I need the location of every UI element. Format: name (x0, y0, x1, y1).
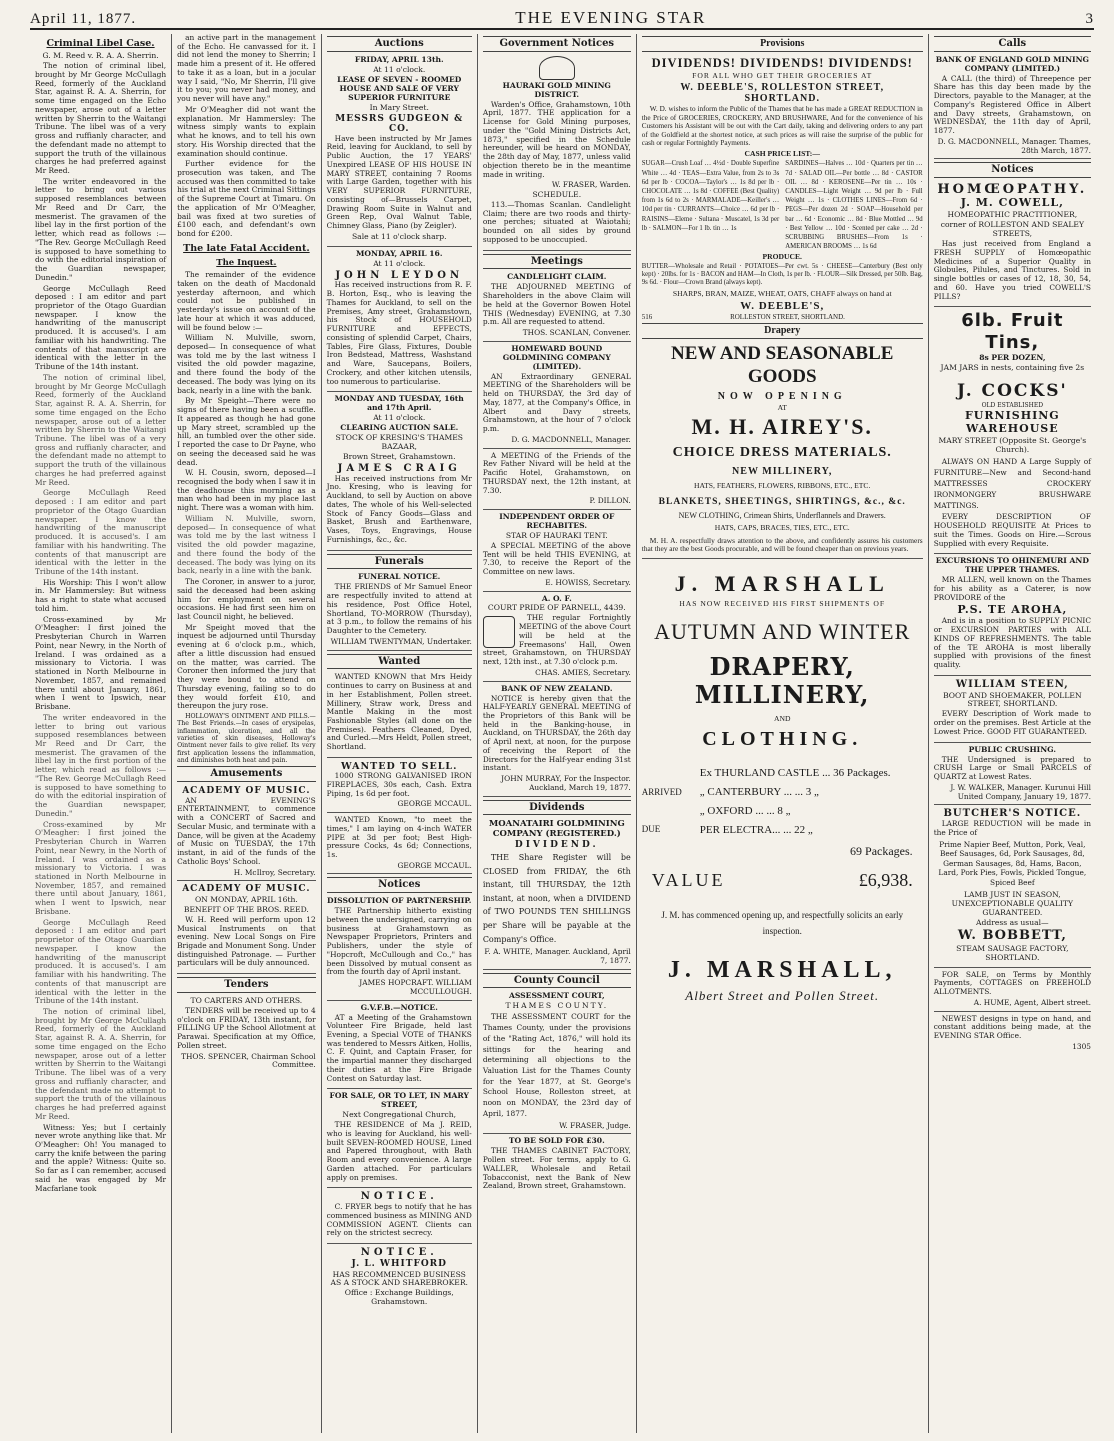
price-list-title: CASH PRICE LIST:— (744, 148, 820, 158)
ad-text: Has received instructions from R. F. B. Horton, Esq., who is leaving the Thames for Auckland, to sell on the Premises, Amy street, Grahamstown, his Stock of HOUSEHOLD FURNITURE and EFFECTS, consisting of splendid Carpet, Chairs, Tables, Fire Glass, Fixtures, Double Iron Bedstead, Mattress, Washstand and Ware, Saucepans, Boilers, Crockery, and other kitchen utensils, too numerous to particularise. (326, 280, 472, 386)
ad-subtitle: OLD ESTABLISHED (981, 401, 1044, 409)
type-ad (934, 1015, 1091, 1052)
article-paragraph: The notion of criminal libel, brought by Mr George McCullagh Reed, formerly of the Auckland Star, against R. A. A. Sherrin, for some time engaged on the Echo newspaper, arose out of a letter written by Sherrin to the Waitangi Tribune. The libel was of a very gross and ruffianly character, and the defendant made no attempt to support the truth of the villainous charges he had preferred against Mr Reed. (35, 61, 167, 175)
airey-line: HATS, CAPS, BRACES, TIES, ETC., ETC. (714, 522, 850, 532)
article-paragraph: Further evidence for the prosecution was taken, and The accused was then committed to take his trial at the next Criminal Sittings of the Supreme Court at Timaru. On the application of Mr O'Meagher, bail was fixed at two sureties of £100 each, and defendant's own bond for £200. (177, 159, 316, 239)
ad-subtitle: BOOT AND SHOEMAKER, POLLEN STREET, SHORTLAND. (943, 690, 1082, 709)
ad-text: AN Extraordinary GENERAL MEETING of the Shareholders will be held on THURSDAY, the 3rd day of May, 1877, at the Company's Office, in Albert and Davy streets, Grahamstown, at the hour of 7 o'clock p.m. (482, 371, 631, 434)
airey-line: NEW MILLINERY, (732, 466, 833, 478)
table-row: Ex THURLAND CASTLE ... 36 Packages. (699, 767, 891, 780)
ad-text: W. D. wishes to inform the Public of the Thames that he has made a GREAT REDUCTION in the Price of GROCERIES, CROCKERY, AND BRUSHWARE, And for the convenience of his Customers his Assistant will be out with the Cart daily, taking and delivering orders to any part of the Goldfield at the shortest notice, at such prices as will raise the surprise of the public for cash or regular Fortnightly Payments. (641, 105, 923, 148)
ad-text: THE Undersigned is prepared to CRUSH Large or Small PARCELS of QUARTZ at Lowest Rates. (933, 754, 1091, 782)
due-label: DUE (641, 823, 661, 834)
marshall-line: CLOTHING. (702, 728, 863, 751)
column-2 (172, 34, 322, 1433)
wanted-ad-3 (327, 816, 472, 874)
ad-number: 1305 (1072, 1041, 1091, 1051)
ad-subtitle: 8s PER DOZEN, (979, 352, 1046, 362)
column-6 (929, 34, 1096, 1433)
section-auctions: Auctions (327, 36, 472, 52)
lodge-emblem-icon (483, 616, 515, 648)
section-dividends: Dividends (483, 800, 631, 816)
notice-gvfb (327, 1004, 472, 1090)
table-row: „ OXFORD ... ... 8 „ (699, 804, 791, 817)
ad-text: J. M. has commenced opening up, and respectfully solicits an early inspection. (661, 910, 904, 937)
ad-title: LEASE OF SEVEN - ROOMED HOUSE AND SALE OF VERY SUPERIOR FURNITURE (337, 74, 462, 102)
ad-date: FRIDAY, APRIL 13th. (354, 54, 444, 64)
ad-title: G.V.F.B.—NOTICE. (360, 1002, 438, 1012)
ad-title: ACADEMY OF MUSIC. (182, 884, 311, 895)
ad-title: ASSESSMENT COURT, (508, 991, 605, 1001)
ad-text: W. H. Reed will perform upon 12 Musical Instruments on that evening. New Local Songs on Fire Brigade and Monument Song. Under distinguished Patronage. — Further particulars will be duly announced. (177, 914, 316, 968)
ad-address: ROLLESTON STREET, SHORTLAND. (730, 313, 845, 322)
article-paragraph: His Worship: This I won't allow in. Mr Hammersley: But witness has a right to state what accused told him. (35, 577, 167, 613)
airey-subtitle: NOW OPENING (717, 390, 847, 402)
notice-whitford (327, 1247, 472, 1307)
column-3 (322, 34, 478, 1433)
notice-dissolution (327, 897, 472, 1000)
ad-firm: J. L. WHITFORD (351, 1258, 447, 1269)
ad-text: WANTED Known, "to meet the times," I am laying on 4-inch WATER PIPE at 3d per foot; Best High-pressure Cocks, 4s 6d; Connections, 1s. (326, 815, 472, 859)
ad-and: AND (774, 714, 791, 724)
article-paragraph: Cross-examined by Mr O'Meagher: I first joined the Presbyterian Church in Warren Point, near Newry, in the North of Ireland. I was ordained as a missionary to Victoria. I was stationed in North Melbourne in November, 1857, and remained there until about January, 1861, when I went to Ipswich, near Brisbane. (35, 614, 167, 712)
ad-note: SHARPS, BRAN, MAIZE, WHEAT, OATS, CHAFF always on hand at (672, 289, 892, 299)
section-funerals: Funerals (327, 554, 472, 570)
ad-signature: THOS. SPENCER, Chairman School Committee. (181, 1051, 316, 1070)
article-paragraph: The Coroner, in answer to a juror, said the deceased had been asking him for employment on several occasions. He had first seen him on last Council night, he believed. (177, 577, 316, 622)
ad-title: HAURAKI GOLD MINING DISTRICT. (502, 80, 611, 99)
ad-signature: P. DILLON. (589, 496, 631, 506)
article-paragraph: Witness: Yes; but I certainly never wrote anything like that. Mr O'Meagher: Oh! You managed to carry the knife between the paring and the apple? Witness: Quite so. So far as I can remember, accused said he was engaged by Mr Macfarlane took (35, 1122, 167, 1193)
article-title: Criminal Libel Case. (46, 38, 155, 49)
ad-time: At 11 o'clock. (373, 64, 426, 74)
value-amount: £6,938. (858, 870, 913, 891)
ad-subtitle: STEAM SAUSAGE FACTORY, SHORTLAND. (956, 943, 1069, 962)
ad-title: ACADEMY OF MUSIC. (182, 786, 311, 797)
produce-list: BUTTER—Wholesale and Retail · POTATOES—Per cwt. 5s · CHEESE—Canterbury (Best only kept) · 20lbs. for 1s · BACON and HAM—In Cloth, 1s per lb. · FLOUR—Silk Dressed, per 50lb. Bag, 9s 6d. · Flour—Crown Brand (always kept). (641, 263, 923, 287)
marshall-name: J. MARSHALL (674, 571, 890, 596)
section-notices-2: Notices (934, 162, 1091, 178)
ad-place: Brown Street, Grahamstown. (342, 452, 456, 461)
ad-text: FOR SALE, on Terms by Monthly Payments, COTTAGES on FREEHOLD ALLOTMENTS. (933, 969, 1091, 997)
ad-title: BANK OF NEW ZEALAND. (501, 683, 613, 693)
ad-text: AT a Meeting of the Grahamstown Volunteer Fire Brigade, held last Evening, a Special VOTE of THANKS was tendered to Messrs Aitken, Hollis, C. F. Quint, and Captain Fraser, for the impartial manner they discharged their duties at the Fire Brigade Contest on Saturday last. (326, 1012, 472, 1083)
article-paragraph: The remainder of the evidence taken on the death of Macdonald yesterday afternoon, and which could not be published in yesterday's issue on account of the late hour at which it was adduced, will be found below :— (177, 270, 316, 332)
ad-text: Has just received from England a FRESH SUPPLY of Homœopathic Medicines of a Superior Quality in Globules, Pilules, and Tinctures. Sold in single bottles or cases of 12, 18, 30, 54, and 60. Have you tried COWELL'S PILLS? (933, 239, 1091, 301)
ad-text: THE Partnership hitherto existing between the undersigned, carrying on business at Grahamstown as Newspaper Proprietors, Printers and Publishers, under the style of "Hopcroft, McCullough and Co.," has been Dissolved by mutual consent as from the fourth day of April instant. (326, 906, 472, 977)
ad-footer (642, 313, 923, 321)
call-bank-of-england (934, 56, 1091, 160)
ad-title: HOMEWARD BOUND GOLDMINING COMPANY (LIMITED). (502, 343, 611, 371)
ad-number: 516 (641, 313, 653, 322)
ad-place: Office : Exchange Buildings, Grahamstown. (344, 1288, 454, 1307)
table-row: „ CANTERBURY ... ... 3 „ (699, 786, 819, 798)
ad-time: At 11 o'clock. (373, 413, 426, 423)
article-paragraph: George McCullagh Reed deposed : I am editor and part proprietor of the Otago Guardian newspaper. I know the handwriting of the manuscript produced. It is accused's. I am familiar with his handwriting. The contents of that manuscript are identical with the letter in the Tribune of the 14th instant. (35, 283, 167, 372)
ad-time: At 11 o'clock. (373, 258, 426, 268)
ad-title: 6lb. Fruit Tins, (961, 310, 1064, 353)
meeting-homeward (483, 345, 631, 449)
section-meetings: Meetings (483, 254, 631, 270)
ad-subtitle: FOR ALL WHO GET THEIR GROCERIES AT (692, 70, 873, 80)
article-paragraph: Cross-examined by Mr O'Meagher: I first joined the Presbyterian Church in Warren Point, near Newry, in the North of Ireland. I was ordained as a missionary to Victoria. I was stationed in North Melbourne in November, 1857, and remained there until about January, 1861, when I went to Ipswich, near Brisbane. (35, 819, 167, 916)
crushing-ad (934, 746, 1091, 806)
notice-fryer (327, 1191, 472, 1244)
ad-firm: JOHN LEYDON (335, 269, 464, 281)
article-paragraph: The writer endeavored in the letter to bring out various supposed resemblances between Mr Reed and Dr Carr, the mesmerist. The gravamen of the libel lay in the first portion of the letter, which read as follows :— "The Rev. George McCullagh Reed is supposed to have something to do with the editorial inspiration of the Guardian newspaper, Dunedin." (35, 176, 167, 282)
issue-date: April 11, 1877. (30, 11, 137, 27)
airey-line: BLANKETS, SHEETINGS, SHIRTINGS, &c., &c. (658, 496, 906, 507)
section-county-council: County Council (483, 973, 631, 989)
ad-text: Has received instructions from Mr Jno. Kresing, who is leaving for Auckland, to sell by Auction on above dates, The whole of his Well-selected Stock of Fancy Goods—Glass and Basket, Brush and Earthenware, Vases, Toys, Engravings, House Furnishings, &c., &c. (326, 473, 472, 544)
ad-signature: JAMES HOPCRAFT. WILLIAM MCCULLOUGH. (359, 978, 472, 996)
ad-text: THE RESIDENCE of Ma J. REID, who is leaving for Auckland, his well-built SEVEN-ROOMED HOUSE, Lined and Papered throughout, with Bath Room and every convenience. A large Garden attached. For particulars apply on premises. (326, 1120, 472, 1182)
ad-firm: W. DEEBLE'S, ROLLESTON STREET, SHORTLAND. (680, 81, 885, 105)
dividends-headline: DIVIDENDS! DIVIDENDS! DIVIDENDS! (651, 55, 913, 70)
funeral-notice (327, 573, 472, 650)
ad-signature: H. McIlroy, Secretary. (233, 867, 316, 877)
notice-for-sale (327, 1092, 472, 1188)
ad-text: THE Share Register will be CLOSED from FRIDAY, the 6th instant, till THURSDAY, the 12th instant, at noon, when a DIVIDEND of TWO POUNDS TEN SHILLINGS per Share will be payable at the Company's Office. (482, 853, 631, 944)
total-packages: 69 Packages. (850, 843, 913, 858)
ad-subtitle: STOCK OF KRESING'S THAMES BAZAAR, (335, 433, 464, 452)
meeting-rechabites (483, 513, 631, 592)
wanted-ad-2 (327, 761, 472, 813)
ad-date: MONDAY, APRIL 16. (356, 248, 443, 258)
ad-subtitle: Next Congregational Church, (342, 1110, 457, 1120)
section-provisions: Provisions (642, 36, 923, 52)
ad-text: 1000 STRONG GALVANISED IRON FIREPLACES, 30s each, Cash. Extra Piping, 1s 6d per foot. (326, 771, 472, 798)
ad-firm: JAMES CRAIG (337, 462, 461, 474)
ad-text: ALWAYS ON HAND A Large Supply of FURNITURE—New and Second-hand MATTRESSES CROCKERY IRONMONGERY BRUSHWARE MATTINGS. (933, 456, 1091, 511)
section-government-notices: Government Notices (483, 36, 631, 52)
airey-line: NEW CLOTHING, Crimean Shirts, Underflannels and Drawers. (678, 511, 886, 521)
excursions-ad (934, 557, 1091, 675)
article-title: The late Fatal Accident. (183, 242, 310, 254)
price-list-left: SUGAR—Crush Loaf … 4½d · Double Superfine White … 4d · TEAS—Extra Value, from 2s to 3s 6d per lb · COCOA—Taylor's … 1s 8d per lb · CHOCOLATE … 1s 8d · COFFEE (Best Quality) from 1s 6d to 2s · MARMALADE—Keiller's … 10d per tin · CURRANTS—Choice … 6d per lb · RAISINS—Eleme · Sultana · Muscatel, 1s 3d per lb · SALMON—For 1 lb. tin … 1s (641, 160, 780, 232)
ad-text: JAM JARS in nests, containing five 2s (940, 362, 1085, 372)
ad-signature: WILLIAM TWENTYMAN, Undertaker. (330, 636, 472, 646)
section-tenders: Tenders (177, 977, 316, 993)
ad-signature: CHAS. AMIES, Secretary. (535, 667, 631, 677)
ad-subtitle: COURT PRIDE OF PARNELL, 4439. (487, 603, 626, 613)
ad-signature: JOHN MURRAY, For the Inspector. Auckland, March 19, 1877. (501, 774, 631, 792)
ad-firm: W. DEEBLE'S, (740, 300, 825, 313)
ad-signature: W. FRASER, Judge. (559, 1120, 631, 1130)
ad-title: A. O. F. (541, 593, 572, 603)
section-amusements: Amusements (177, 766, 316, 782)
ad-note: LAMB JUST IN SEASON, UNEXCEPTIONABLE QUALITY GUARANTEED. (951, 889, 1073, 917)
price-list-right: SARDINES—Halves … 10d · Quarters per tin … 7d · SALAD OIL—Per bottle … 8d · CASTOR OIL … 8d · KEROSENE—Per tin … 10s · CANDLES—Light Weight … 9d per lb · Full Weight … 1s · CLOTHES LINES—From 6d · PEGS—Per dozen 2d · SOAP—Household per bar … 6d · Economic … 8d · Blue Mottled … 9d · Best Yellow … 10d · Scented per cake … 2d · SCRUBBING BRUSHES—From 1s · AMERICAN BROOMS … 1s 6d (785, 160, 923, 251)
ad-subtitle: THAMES COUNTY. (505, 1001, 609, 1011)
ad-text: TENDERS will be received up to 4 o'clock on FRIDAY, 13th instant, for FILLING UP the School Allotment at Parawai. Specification at my Office, Pollen street. (177, 1005, 316, 1050)
divider (642, 558, 923, 559)
academy-ad (177, 786, 316, 881)
arrived-label: ARRIVED (641, 787, 682, 798)
ad-firm: MESSRS GUDGEON & CO. (335, 113, 464, 135)
marshall-line: DRAPERY, MILLINERY, (694, 651, 870, 710)
article-paragraph: Mr O'Meagher did not want the explanation. Mr Hammersley: The witness simply wants to explain what he knows, and to tell his own story. His Worship directed that the examination should continue. (177, 104, 316, 158)
column-4 (478, 34, 637, 1433)
ad-at: AT (777, 402, 787, 412)
auction-ad-2 (327, 250, 472, 393)
ad-title: FOR SALE, OR TO LET, IN MARY STREET, (329, 1091, 469, 1110)
butcher-list: Prime Napier Beef, Mutton, Pork, Veal, Beef Sausages, 6d, Pork Sausages, 8d, German Sausages, 8d, Hams, Bacon, Lard, Pork Pies, Fowls, Pickled Tongue, Spiced Beef (938, 839, 1087, 888)
arrivals-block (642, 764, 923, 821)
ad-title: WANTED TO SELL. (341, 760, 458, 772)
ad-title: FUNERAL NOTICE. (358, 572, 441, 582)
ad-signature: THOS. SCANLAN, Convener. (522, 328, 631, 338)
ad-title: PUBLIC CRUSHING. (968, 744, 1056, 754)
page-header (30, 6, 1094, 30)
airey-line: HATS, FEATHERS, FLOWERS, RIBBONS, ETC., ETC. (694, 480, 871, 490)
masthead: THE EVENING STAR (515, 8, 707, 27)
ad-title: INDEPENDENT ORDER OF RECHABITES. (499, 511, 615, 530)
ad-signature: E. HOWISS, Secretary. (545, 577, 631, 587)
ad-signature: W. FRASER, Warden. (551, 180, 631, 190)
ad-text: THE ASSESSMENT COURT for the Thames County, under the provisions of the "Rating Act, 1876," will hold its sittings for the hearing and determining all objections to the Valuation List for the Thames County for the Year 1877, at St. George's School House, Rolleston street, at noon on MONDAY, the 23rd day of April, 1877. (482, 1012, 631, 1118)
arrivals-table (642, 764, 923, 899)
ad-text: LARGE REDUCTION will be made in the Price of (933, 819, 1091, 837)
ad-text: Have been instructed by Mr James Reid, leaving for Auckland, to sell by Public Auction, the 17 YEARS' Unexpired LEASE OF HIS HOUSE IN MARY STREET, containing 7 Rooms with Large Garden, together with his VERY SUPERIOR FURNITURE, consisting of—Brussels Carpet, Drawing Room Suite in Walnut and Green Rep, Oval Walnut Table, Chimney Glass, Piano (by Zeigler). (326, 133, 472, 231)
ad-text: THE FRIENDS of Mr Samuel Eneor are respectfully invited to attend at his residence, Post Office Hotel, Shortland, TO-MORROW (Thursday), at 3 p.m., to follow the remains of his Daughter to the Cemetery. (326, 582, 472, 636)
dividend-moanatairi (483, 819, 631, 969)
steen-ad (934, 679, 1091, 743)
section-calls: Calls (934, 36, 1091, 52)
marshall-subtitle: HAS NOW RECEIVED HIS FIRST SHIPMENTS OF (679, 598, 886, 608)
section-notices: Notices (327, 877, 472, 893)
ad-note: Sale at 11 o'clock sharp. (351, 231, 447, 241)
ad-text: THE regular Fortnightly MEETING of the above Court will be held at the Freemasons' Hall, Owen street, Grahamstown, on THURSDAY next, 12th inst., at 7.30 o'clock p.m. (482, 613, 631, 667)
wanted-ad-1 (327, 673, 472, 758)
ad-text: A SPECIAL MEETING of the above Tent will be held THIS EVENING, at 7.30, to receive the Report of the Committee on new laws. (482, 540, 631, 577)
ad-subtitle: SCHEDULE. (532, 190, 582, 200)
ad-signature: D. G. MACDONNELL, Manager. Thames, 28th March, 1877. (937, 136, 1091, 155)
ad-text: THE ADJOURNED MEETING of Shareholders in the above Claim will be held at the Governor Bowen Hotel THIS (Wednesday) EVENING, at 7.30 p.m. All are requested to attend. (482, 282, 631, 327)
ad-address: corner of ROLLESTON AND SEALEY STREETS, (940, 220, 1084, 239)
ad-subtitle: BENEFIT OF THE BROS. REED. (183, 904, 309, 914)
ad-text: And is in a position to SUPPLY PICNIC or EXCURSION PARTIES with ALL KINDS OF REFRESHMENTS. The table of the TE AROHA is most liberally supplied with provisions of the finest quality. (933, 616, 1091, 669)
ad-text: EVERY DESCRIPTION OF HOUSEHOLD REQUISITE At Prices to suit the Times. Goods on Hire.—Scrous Supplied with every Requisite. (933, 512, 1091, 548)
sale-cabinet-factory (483, 1137, 631, 1191)
benefit-ad (177, 884, 316, 974)
article-paragraph: an active part in the management of the Echo. He canvassed for it. I did not lend the money to Sherrin; I made him a present of it. He offered to take it as a loan, but in a jocular way I said, "No, Mr Sherrin, I'll give it to you; you never had money, and you never will have any." (177, 34, 316, 104)
ad-signature: F. A. WHITE, Manager. Auckland, April 7, 1877. (484, 947, 631, 965)
page-number: 3 (1085, 11, 1094, 27)
ad-place: In Mary Street. (369, 102, 429, 112)
produce-title: PRODUCE. (762, 252, 802, 262)
royal-crest-icon (539, 56, 575, 80)
column-1 (30, 34, 172, 1433)
assessment-court (483, 992, 631, 1134)
meeting-candlelight (483, 273, 631, 341)
value-row (642, 862, 923, 899)
ad-text: M. H. A. respectfully draws attention to the above, and confidently assures his customers that they are the best Goods procurable, and will be found cheaper than on previous years. (641, 535, 923, 554)
arrivals-rows (690, 764, 923, 821)
article-subtitle: The Inquest. (216, 258, 277, 269)
column-5 (637, 34, 929, 1433)
marshall-footer-name: J. MARSHALL, (667, 956, 897, 983)
ad-text: NEWEST designs in type on hand, and constant additions being made, at the EVENING STAR Office. (933, 1013, 1091, 1041)
section-drapery: Drapery (642, 323, 923, 339)
airey-headline: NEW AND SEASONABLE GOODS (671, 343, 894, 387)
ad-text: AN EVENING'S ENTERTAINMENT, to commence with a CONCERT of Sacred and Secular Music, and terminate with a Dance, will be given at the Academy of Music on TUESDAY, the 17th instant, in aid of the funds of the Catholic Boys' School. (177, 795, 316, 866)
ad-title: EXCURSIONS TO OHINEMURI AND THE UPPER THAMES. (935, 556, 1089, 575)
ad-title: NOTICE. (360, 1247, 438, 1259)
ad-signature: A. HUME, Agent, Albert street. (973, 997, 1091, 1007)
ad-date: ON MONDAY, APRIL 16th. (194, 894, 298, 904)
article-paragraph: The notion of criminal libel, brought by Mr George McCullagh Reed, formerly of the Auckland Star, against R. A. A. Sherrin, for some time engaged on the Echo newspaper, arose out of a letter written by Sherrin to the Waitangi Tribune. The libel was of a very gross and ruffianly character, and the defendant made no attempt to support the truth of the villainous charges he had preferred against Mr Reed. (35, 372, 167, 487)
ad-text: THE THAMES CABINET FACTORY, Pollen street. For terms, apply to G. WALLER, Wholesale and Retail Tobacconist, next the Bank of New Zealand, Brown street, Grahamstown. (482, 1146, 631, 1191)
section-wanted: Wanted (327, 654, 472, 670)
fruit-tins-ad (934, 310, 1091, 554)
ad-text: EVERY Description of Work made to order on the premises. Best Article at the Lowest Price. GOOD FIT GUARANTEED. (933, 709, 1091, 736)
article-paragraph: William N. Mulville, sworn, deposed— In consequence of what was told me by the last witness I visited the old powder magazine, and there found the body of the deceased. The body was lying on its back, nearly in a line with the bank. (177, 333, 316, 395)
airey-name: M. H. AIREY'S. (691, 413, 873, 439)
ad-subtitle: HOMEOPATHIC PRACTITIONER, (947, 210, 1078, 220)
ad-text: C. FRYER begs to notify that he has commenced business as MINING AND COMMISSION AGENT. Clients can rely on the strictest secrecy. (326, 1202, 472, 1238)
ad-text: HAS RECOMMENCED BUSINESS AS A STOCK AND SHAREBROKER. (330, 1269, 468, 1288)
table-row: PER ELECTRA... ... 22 „ (699, 823, 813, 836)
ad-signature: D. G. MACDONNELL, Manager. (511, 434, 631, 444)
article-paragraph: Mr Speight moved that the inquest be adjourned until Thursday evening at 6 o'clock p.m., which, after a little discussion had ensued on the matter, was carried. The Coroner then informed the jury that they were bound to attend on Thursday evening, failing so to do they would forfeit £10, and thereupon the jury rose. (177, 622, 316, 711)
ad-subtitle: DIVIDEND. (514, 840, 599, 851)
ad-title: TO BE SOLD FOR £30. (508, 1136, 605, 1146)
ad-text: NOTICE is hereby given that the HALF-YEARLY GENERAL MEETING of the Proprietors of this Bank will be held in the Banking-house, in Auckland, on THURSDAY, the 26th day of April next, at noon, for the purpose of receiving the Report of the Directors for the Half-year ending 31st instant. (482, 693, 631, 773)
ad-signature: J. W. WALKER, Manager. Kurunui Hill United Company, January 19, 1877. (950, 782, 1091, 801)
marshall-address: Albert Street and Pollen Street. (685, 987, 880, 1003)
value-label: VALUE (651, 870, 726, 891)
article-byline: G. M. Reed v. R. A. A. Sherrin. (42, 51, 159, 61)
ad-text: 113.—Thomas Scanlan. Candlelight Claim; there are two roods and thirty-one perches; situated at Waiotahi; bounded on all sides by ground supposed to be unoccupied. (482, 200, 631, 244)
article-paragraph: George McCullagh Reed deposed : I am editor and part proprietor of the Otago Guardian newspaper. I know the handwriting of the manuscript produced. It is accused's. I am familiar with his handwriting. The contents of that manuscript are identical with the letter in the Tribune of the 14th instant. (35, 488, 167, 577)
article-paragraph: William N. Mulville, sworn, deposed— In consequence of what was told me by the last witness I visited the old powder magazine, and there found the body of the deceased. The body was lying on its back, nearly in a line with the bank. (177, 513, 316, 576)
gov-notice-hauraki (483, 82, 631, 251)
ad-subtitle: STAR OF HAURAKI TENT. (505, 530, 608, 540)
ad-title: BANK OF ENGLAND GOLD MINING COMPANY (LIMITED.) (935, 54, 1089, 73)
meeting-bank-nz (483, 685, 631, 797)
ad-firm: W. BOBBETT, (957, 928, 1067, 944)
columns (30, 34, 1096, 1433)
ad-signature: GEORGE MCCAUL. (397, 860, 472, 870)
article-paragraph: The notion of criminal libel, brought by Mr George McCullagh Reed, formerly of the Auckland Star, against R. A. A. Sherrin, for some time engaged on the Echo newspaper, arose out of a letter written by Sherrin to the Waitangi Tribune. The libel was of a very gross and ruffianly character, and the defendant made no attempt to support the truth of the villainous charges he had preferred against Mr Reed. (35, 1007, 167, 1121)
ad-title: CANDLELIGHT CLAIM. (507, 272, 607, 282)
article-paragraph: W. H. Cousin, sworn, deposed—I recognised the body when I saw it in the deadhouse this morning as a man who had been in my place last night. There was a woman with him. (177, 468, 316, 513)
holloway-ad: HOLLOWAY'S OINTMENT AND PILLS.—The Best Friends.—In cases of erysipelas, inflammation, ulceration, and all the varieties of skin diseases, Holloway's Ointment never fails to give relief. Its very first application lessens the inflammation, and diminishes both heat and pain. (177, 713, 316, 764)
butcher-ad (934, 808, 1091, 967)
ad-title: MOANATAIRI GOLDMINING COMPANY (REGISTERED.) (488, 819, 625, 840)
ad-text: Warden's Office, Grahamstown, 10th April, 1877. THE application for a License for Gold Mining purposes, under the "Gold Mining Districts Act, 1873," specified in the Schedule hereunder, will be heard on MONDAY, the 28th day of May, 1877, unless valid objection thereto be in the meantime made in writing. (482, 99, 631, 179)
article-paragraph: George McCullagh Reed deposed : I am editor and part proprietor of the Otago Guardian newspaper. I know the handwriting of the manuscript produced. It is accused's. I am familiar with his handwriting. The contents of that manuscript are identical with the letter in the Tribune of the 14th instant. (35, 917, 167, 1006)
article-paragraph: By Mr Speight—There were no signs of there having been a scuffle. It appeared as though he had gone up Mary street, scrambled up the hill, an tumbled over the other side. I reported the case to Dr Payne, who on seeing the deceased said he was dead. (177, 396, 316, 467)
ad-date: MONDAY AND TUESDAY, 16th and 17th April. (334, 394, 464, 413)
ad-address: MARY STREET (Opposite St. George's Church). (938, 435, 1087, 454)
sale-cottages-ad (934, 971, 1091, 1012)
ad-title: CLEARING AUCTION SALE. (340, 423, 459, 433)
meeting-nivard (483, 452, 631, 510)
ad-title: TO CARTERS AND OTHERS. (190, 996, 303, 1006)
ad-signature: GEORGE MCCAUL. (397, 799, 472, 809)
marshall-line: AUTUMN AND WINTER (654, 618, 911, 644)
article-paragraph: The writer endeavored in the letter to bring out various supposed resemblances between Mr Reed and Dr Carr, the mesmerist. The gravamen of the libel lay in the first portion of the letter, which read as follows :— "The Rev. George McCullagh Reed is supposed to have something to do with the editorial inspiration of the Guardian newspaper, Dunedin." (35, 712, 167, 818)
auction-ad-3 (327, 395, 472, 550)
meeting-aof (483, 595, 631, 682)
ad-text: A MEETING of the Friends of the Rev Father Nivard will be held at the Pacific Hotel, Grahamstown, on THURSDAY next, the 12th instant, at 7.30. (482, 450, 631, 495)
ad-title: HOMŒOPATHY. (937, 182, 1088, 198)
ad-title: BUTCHER'S NOTICE. (943, 808, 1082, 820)
auction-ad-1 (327, 56, 472, 247)
ad-text: WANTED KNOWN that Mrs Heidy continues to carry on Business at and in her Establishment, Pollen street. Millinery, Straw work, Dress and Mantle Making in the most Fashionable Styles (all done on the Premises). Feathers Cleaned, Dyed, and Curled.—Mrs Heldt, Pollen street, Shortland. (326, 672, 472, 752)
ad-title: NOTICE. (360, 1191, 438, 1203)
homeopathy-ad (934, 182, 1091, 307)
airey-line: CHOICE DRESS MATERIALS. (672, 444, 892, 460)
ad-text: A CALL (the third) of Threepence per Share has this day been made by the Directors, payable to the Manager, at the Company's Registered Office in Albert and Davy streets, Grahamstown, on WEDNESDAY, the 11th day of April, 1877. (933, 73, 1091, 136)
ad-text: MR ALLEN, well known on the Thames for his ability as a Caterer, is now PROVIDORE of the (933, 575, 1091, 602)
ad-note: Address as usual— (976, 917, 1049, 927)
ad-firm: WILLIAM STEEN, (955, 678, 1069, 690)
price-list (642, 159, 923, 251)
ad-ship: P.S. TE AROHA, (957, 603, 1068, 617)
due-block (642, 821, 923, 840)
ad-firm: J. COCKS' (957, 380, 1068, 401)
ad-line: FURNISHING WAREHOUSE (965, 408, 1060, 435)
ad-firm: J. M. COWELL, (960, 196, 1064, 210)
ad-title: DISSOLUTION OF PARTNERSHIP. (327, 896, 472, 906)
